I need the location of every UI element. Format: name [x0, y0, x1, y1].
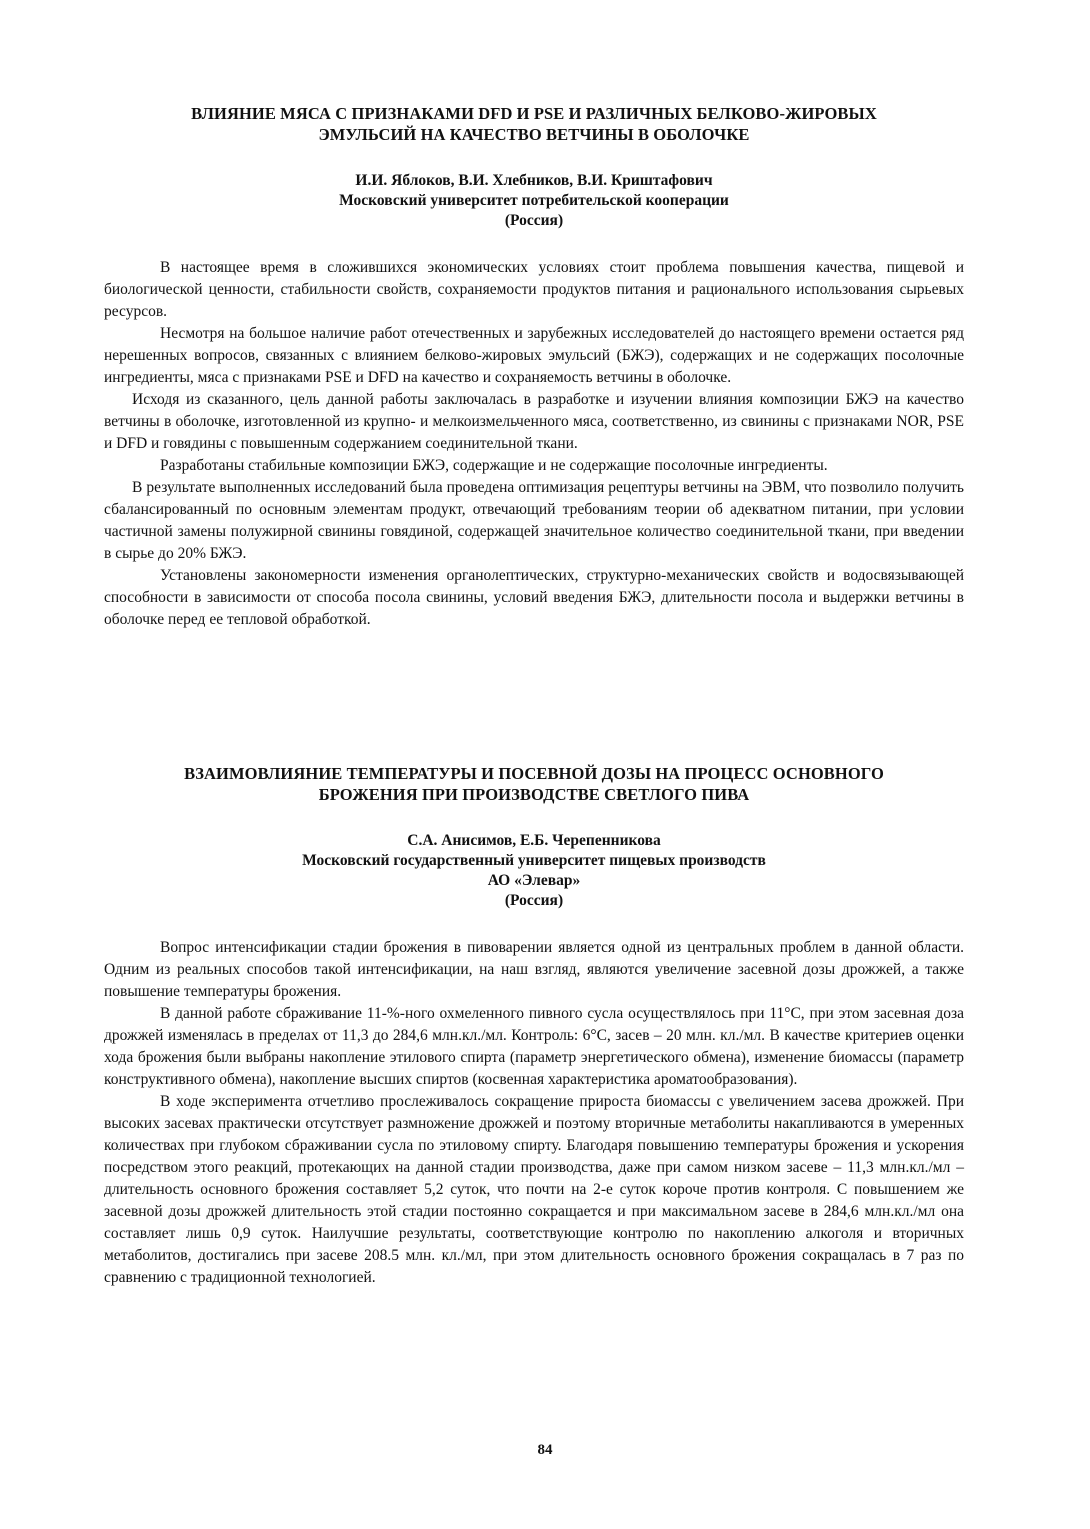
paragraph: Несмотря на большое наличие работ отечественных и зарубежных исследователей до настоящего времени остается ряд нерешенных вопросов, связанных с влиянием белково-жировых эмульсий (БЖЭ), содержащих и не содержащих посолочные ингредиенты, мяса с признаками PSE и DFD на качество и сохраняемость ветчины в оболочке. — [104, 325, 964, 386]
paragraph: В результате выполненных исследований была проведена оптимизация рецептуры ветчины на ЭВМ, что позволило получить сбалансированный по основным элементам продукт, отвечающий требованиям теории об адекватном питании, при условии частичной замены полужирной свинины говядиной, содержащей значительное количество соединительной ткани, при введении в сырье до 20% БЖЭ. — [104, 479, 964, 562]
paragraph: Вопрос интенсификации стадии брожения в пивоварении является одной из центральных проблем в данной области. Одним из реальных способов такой интенсификации, на наш взгляд, являются увеличение засевной дозы дрожжей, а также повышение температуры брожения. — [104, 939, 964, 1000]
paragraph: В настоящее время в сложившихся экономических условиях стоит проблема повышения качества, пищевой и биологической ценности, стабильности свойств, сохраняемости продуктов питания и рационального использования сырьевых ресурсов. — [104, 259, 964, 320]
affiliation: АО «Элевар» — [487, 872, 581, 889]
country: (Россия) — [504, 892, 564, 909]
article-2 — [104, 763, 964, 1289]
paragraph: Исходя из сказанного, цель данной работы заключалась в разработке и изучении влияния композиции БЖЭ на качество ветчины в оболочке, изготовленной из крупно- и мелкоизмельченного мяса, соответственно, из свинины с признаками NOR, PSE и DFD и говядины с повышенным содержанием соединительной ткани. — [104, 391, 964, 452]
article-2-title — [104, 763, 964, 805]
article-1-body — [104, 257, 964, 631]
affiliation: Московский государственный университет пищевых производств — [302, 852, 766, 869]
article-2-meta — [104, 831, 964, 911]
affiliation: Московский университет потребительской кооперации — [339, 192, 729, 209]
title-line: ВЗАИМОВЛИЯНИЕ ТЕМПЕРАТУРЫ И ПОСЕВНОЙ ДОЗЫ НА ПРОЦЕСС ОСНОВНОГО — [184, 764, 884, 783]
authors: С.А. Анисимов, Е.Б. Черепенникова — [407, 832, 661, 849]
title-line: ВЛИЯНИЕ МЯСА С ПРИЗНАКАМИ DFD И PSE И РАЗЛИЧНЫХ БЕЛКОВО-ЖИРОВЫХ — [191, 104, 877, 123]
country: (Россия) — [504, 212, 564, 229]
article-1-meta — [104, 171, 964, 231]
article-1-title — [104, 103, 964, 145]
article-1 — [104, 103, 964, 631]
paragraph: Установлены закономерности изменения органолептических, структурно-механических свойств и водосвязывающей способности в зависимости от способа посола свинины, условий введения БЖЭ, длительности посола и выдержки ветчины в оболочке перед ее тепловой обработкой. — [104, 567, 964, 628]
authors: И.И. Яблоков, В.И. Хлебников, В.И. Криштафович — [355, 172, 713, 189]
title-line: ЭМУЛЬСИЙ НА КАЧЕСТВО ВЕТЧИНЫ В ОБОЛОЧКЕ — [318, 125, 750, 144]
paragraph: В ходе эксперимента отчетливо прослеживалось сокращение прироста биомассы с увеличением засева дрожжей. При высоких засевах практически отсутствует размножение дрожжей и поэтому вторичные метаболиты накапливаются в умеренных количествах при глубоком сбраживании сусла по этиловому спирту. Благодаря повышению температуры брожения и ускорения посредством этого реакций, протекающих на данной стадии производства, даже при самом низком засеве – 11,3 млн.кл./мл – длительность основного брожения составляет 5,2 суток, что почти на 2-е суток короче против контроля. С повышением же засевной дозы дрожжей длительность этой стадии постоянно сокращается и при максимальном засеве в 284,6 млн.кл./мл она составляет лишь 0,9 суток. Наилучшие результаты, соответствующие контролю по накоплению алкоголя и вторичных метаболитов, достигались при засеве 208.5 млн. кл./мл, при этом длительность основного брожения сокращалась в 7 раз по сравнению с традиционной технологией. — [104, 1093, 964, 1286]
paragraph: В данной работе сбраживание 11-%-ного охмеленного пивного сусла осуществлялось при 11°С, при этом засевная доза дрожжей изменялась в пределах от 11,3 до 284,6 млн.кл./мл. Контроль: 6°С, засев – 20 млн. кл./мл. В качестве критериев оценки хода брожения были выбраны накопление этилового спирта (параметр энергетического обмена), изменение биомассы (параметр конструктивного обмена), накопление высших спиртов (косвенная характеристика ароматообразования). — [104, 1005, 964, 1088]
title-line: БРОЖЕНИЯ ПРИ ПРОИЗВОДСТВЕ СВЕТЛОГО ПИВА — [318, 785, 750, 804]
page-number: 84 — [537, 1442, 553, 1458]
paragraph: Разработаны стабильные композиции БЖЭ, содержащие и не содержащие посолочные ингредиенты. — [160, 457, 828, 474]
article-2-body — [104, 937, 964, 1289]
